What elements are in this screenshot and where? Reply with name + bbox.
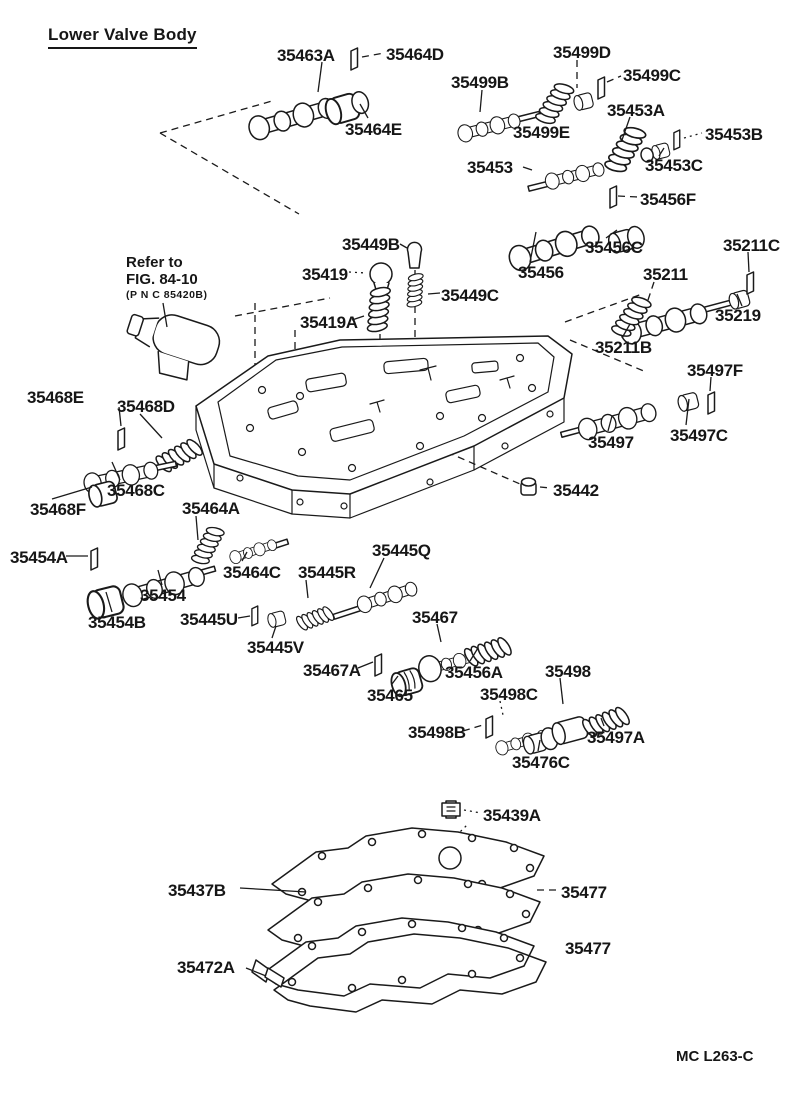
part-label-35419A: 35419A bbox=[300, 313, 358, 332]
part-label-35467: 35467 bbox=[412, 608, 458, 627]
part-35449C-drawing bbox=[406, 272, 424, 309]
part-label-35453A: 35453A bbox=[607, 101, 665, 120]
part-35456F-drawing bbox=[610, 186, 617, 208]
part-35449B-drawing bbox=[408, 242, 422, 268]
part-label-35464A: 35464A bbox=[182, 499, 240, 518]
part-label-35456C: 35456C bbox=[585, 238, 643, 257]
part-35445U-drawing bbox=[252, 606, 258, 626]
part-label-35477-upper: 35477 bbox=[561, 883, 607, 902]
part-label-35456F: 35456F bbox=[640, 190, 696, 209]
part-label-35453B: 35453B bbox=[705, 125, 763, 144]
part-label-35467A: 35467A bbox=[303, 661, 361, 680]
fig-note-line2: FIG. 84-10 bbox=[126, 271, 198, 289]
fig-note-line3: (P N C 85420B) bbox=[126, 288, 208, 301]
part-35211C-drawing bbox=[747, 272, 754, 294]
part-label-35211: 35211 bbox=[643, 265, 688, 284]
part-35463A-drawing bbox=[246, 95, 337, 142]
valve-body-drawing bbox=[196, 336, 572, 518]
part-label-35468F: 35468F bbox=[30, 500, 86, 519]
part-label-35497C: 35497C bbox=[670, 426, 728, 445]
part-label-35453C: 35453C bbox=[645, 156, 703, 175]
part-35453-drawing bbox=[526, 160, 605, 195]
part-35499E-drawing bbox=[533, 77, 577, 130]
part-label-35465: 35465 bbox=[367, 686, 413, 705]
part-label-35445R: 35445R bbox=[298, 563, 356, 582]
part-label-35445Q: 35445Q bbox=[372, 541, 431, 560]
part-label-35498C: 35498C bbox=[480, 685, 538, 704]
part-label-35472A: 35472A bbox=[177, 958, 235, 977]
part-35445R-drawing bbox=[294, 604, 336, 633]
part-label-35499D: 35499D bbox=[553, 43, 611, 62]
part-label-35497: 35497 bbox=[588, 433, 634, 452]
part-label-35454: 35454 bbox=[140, 586, 186, 605]
solenoid-drawing bbox=[118, 302, 224, 387]
part-label-35497A: 35497A bbox=[587, 728, 645, 747]
part-35464C-drawing bbox=[228, 534, 289, 565]
part-label-35211B: 35211B bbox=[595, 338, 652, 357]
fig-note-line1: Refer to bbox=[126, 254, 183, 271]
part-label-35454B: 35454B bbox=[88, 613, 146, 632]
part-35468E-drawing bbox=[118, 428, 125, 450]
part-label-35219: 35219 bbox=[715, 306, 761, 325]
part-label-35445V: 35445V bbox=[247, 638, 304, 657]
part-35464A-drawing bbox=[189, 522, 227, 570]
part-label-35499C: 35499C bbox=[623, 66, 681, 85]
part-label-35464C: 35464C bbox=[223, 563, 281, 582]
part-label-35499E: 35499E bbox=[513, 123, 570, 142]
part-label-35497F: 35497F bbox=[687, 361, 743, 380]
part-35467A-drawing bbox=[375, 654, 382, 676]
figure-code: MC L263-C bbox=[676, 1048, 754, 1065]
part-label-35456: 35456 bbox=[518, 263, 564, 282]
part-label-35499B: 35499B bbox=[451, 73, 509, 92]
part-35445V-drawing bbox=[267, 610, 287, 628]
part-35497F-drawing bbox=[708, 392, 715, 414]
part-label-35437B: 35437B bbox=[168, 881, 226, 900]
part-label-35211C: 35211C bbox=[723, 236, 780, 255]
fig-reference-note bbox=[126, 254, 208, 301]
part-label-35468C: 35468C bbox=[107, 481, 165, 500]
part-35445Q-drawing bbox=[331, 579, 420, 622]
part-label-35463A: 35463A bbox=[277, 46, 335, 65]
part-label-35498: 35498 bbox=[545, 662, 591, 681]
part-35419A-drawing bbox=[366, 284, 392, 334]
part-label-35449C: 35449C bbox=[441, 286, 499, 305]
part-label-35445U: 35445U bbox=[180, 610, 238, 629]
part-35499D-drawing bbox=[573, 92, 594, 111]
part-label-35439A: 35439A bbox=[483, 806, 541, 825]
plates bbox=[252, 828, 546, 1012]
part-label-35464E: 35464E bbox=[345, 120, 402, 139]
part-35464D-drawing bbox=[351, 48, 358, 70]
part-35454A-drawing bbox=[91, 548, 98, 570]
part-label-35477-lower: 35477 bbox=[565, 939, 611, 958]
part-label-35453: 35453 bbox=[467, 158, 513, 177]
part-label-35449B: 35449B bbox=[342, 235, 400, 254]
part-label-35442: 35442 bbox=[553, 481, 599, 500]
part-label-35476C: 35476C bbox=[512, 753, 570, 772]
part-35439A-drawing bbox=[442, 801, 460, 818]
part-label-35498B: 35498B bbox=[408, 723, 466, 742]
part-35499C-drawing bbox=[598, 77, 605, 99]
part-35498B-drawing bbox=[486, 716, 493, 738]
part-label-35468D: 35468D bbox=[117, 397, 175, 416]
part-label-35468E: 35468E bbox=[27, 388, 84, 407]
part-label-35456A: 35456A bbox=[445, 663, 503, 682]
part-label-35419: 35419 bbox=[302, 265, 348, 284]
part-35453B-drawing bbox=[674, 130, 680, 150]
part-35442-drawing bbox=[521, 478, 536, 495]
page-title: Lower Valve Body bbox=[48, 25, 197, 49]
part-label-35464D: 35464D bbox=[386, 45, 444, 64]
part-label-35454A: 35454A bbox=[10, 548, 68, 567]
